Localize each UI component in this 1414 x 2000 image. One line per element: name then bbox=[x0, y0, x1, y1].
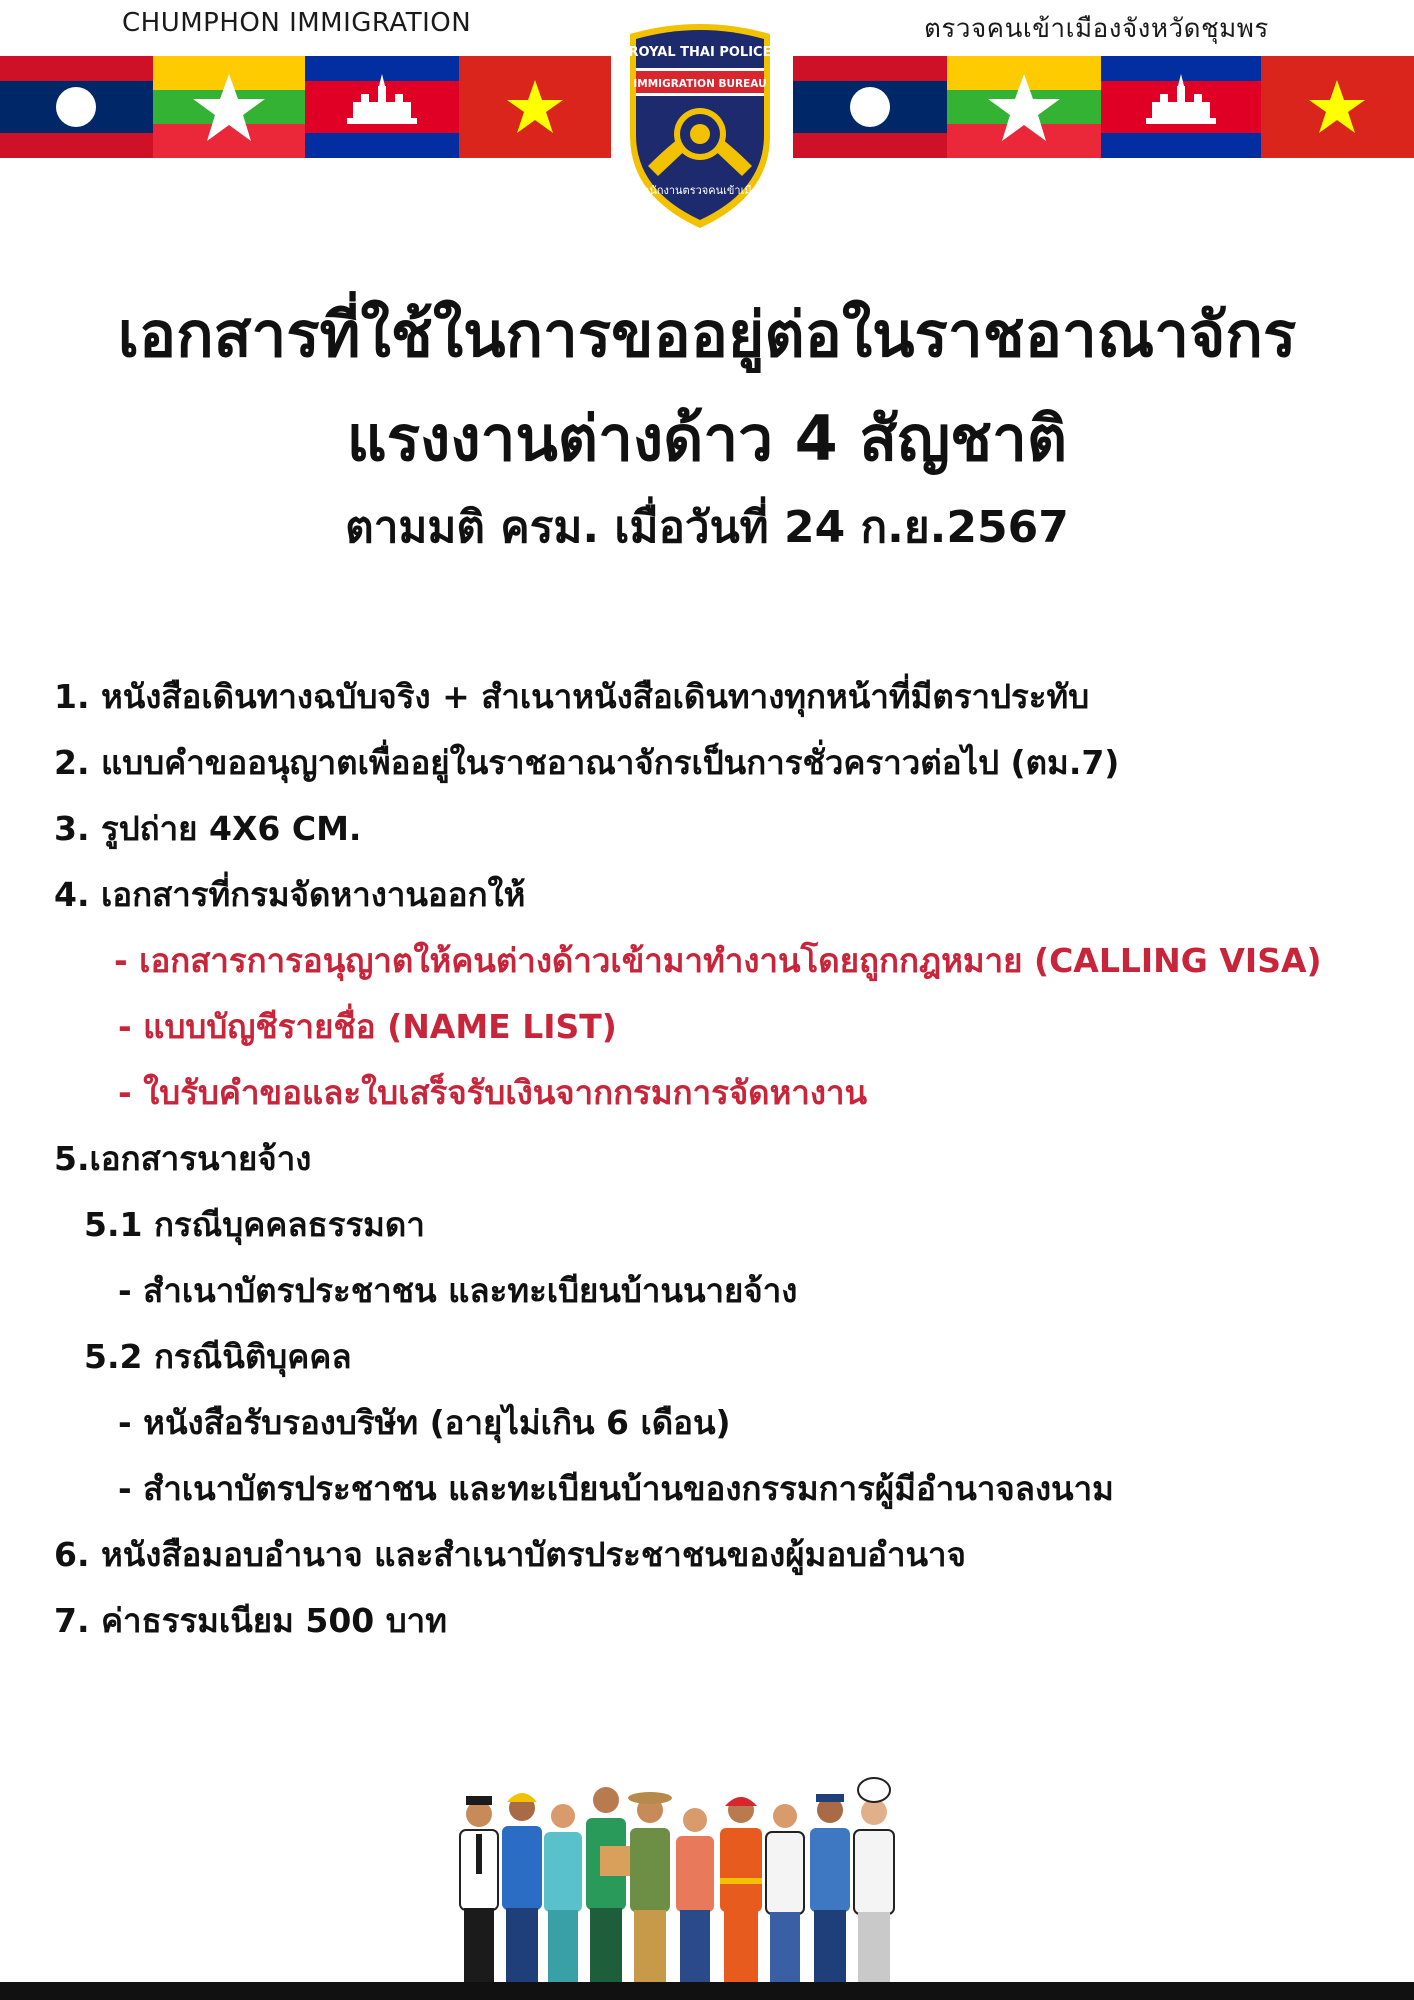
worker-doctor-figure bbox=[766, 1804, 804, 1984]
list-item: 4. เอกสารที่กรมจัดหางานออกให้ bbox=[54, 875, 526, 914]
header-left-text: CHUMPHON IMMIGRATION bbox=[122, 8, 472, 38]
badge-band-text: IMMIGRATION BUREAU bbox=[633, 78, 767, 90]
list-item: 5.เอกสารนายจ้าง bbox=[54, 1139, 312, 1178]
worker-firefighter-figure bbox=[720, 1797, 762, 1984]
immigration-bureau-badge bbox=[618, 16, 782, 234]
list-item: 7. ค่าธรรมเนียม 500 บาท bbox=[54, 1601, 447, 1640]
bottom-bar bbox=[0, 1982, 1414, 2000]
badge-top-text: ROYAL THAI POLICE bbox=[628, 45, 772, 60]
list-item: 3. รูปถ่าย 4X6 CM. bbox=[54, 809, 362, 848]
list-sub-heading: 5.1 กรณีบุคคลธรรมดา bbox=[84, 1205, 425, 1244]
workers-illustration bbox=[440, 1768, 980, 1990]
page-title: เอกสารที่ใช้ในการขออยู่ต่อในราชอาณาจักร bbox=[117, 298, 1297, 371]
vietnam-flag bbox=[459, 56, 611, 158]
list-item: 6. หนังสือมอบอำนาจ และสำเนาบัตรประชาชนของผู้มอบอำนาจ bbox=[54, 1535, 966, 1574]
list-item: 2. แบบคำขออนุญาตเพื่ออยู่ในราชอาณาจักรเป็นการชั่วคราวต่อไป (ตม.7) bbox=[54, 743, 1120, 782]
lao-flag bbox=[0, 56, 153, 158]
list-sub-heading: 5.2 กรณีนิติบุคคล bbox=[84, 1337, 352, 1376]
worker-nurse-figure bbox=[544, 1804, 582, 1984]
list-item: 1. หนังสือเดินทางฉบับจริง + สำเนาหนังสือเดินทางทุกหน้าที่มีตราประทับ bbox=[54, 677, 1090, 716]
worker-teacher-figure bbox=[676, 1808, 714, 1984]
myanmar-flag bbox=[947, 56, 1101, 158]
badge-bottom-text: สำนักงานตรวจคนเข้าเมือง bbox=[636, 184, 764, 197]
cambodia-flag bbox=[1101, 56, 1261, 158]
worker-builder-figure bbox=[502, 1793, 542, 1984]
list-sub-item-highlight: - ใบรับคำขอและใบเสร็จรับเงินจากกรมการจัดหางาน bbox=[118, 1073, 868, 1112]
cambodia-flag bbox=[305, 56, 459, 158]
list-sub-item: - สำเนาบัตรประชาชน และทะเบียนบ้านนายจ้าง bbox=[118, 1271, 798, 1310]
list-sub-item-highlight: - เอกสารการอนุญาตให้คนต่างด้าวเข้ามาทำงานโดยถูกกฎหมาย (CALLING VISA) bbox=[114, 941, 1322, 980]
document-list bbox=[54, 664, 1394, 1654]
page-title-line-2: แรงงานต่างด้าว 4 สัญชาติ bbox=[346, 402, 1068, 475]
myanmar-flag bbox=[153, 56, 305, 158]
worker-pilot-figure bbox=[460, 1796, 498, 1982]
list-sub-item: - สำเนาบัตรประชาชน และทะเบียนบ้านของกรรมการผู้มีอำนาจลงนาม bbox=[118, 1469, 1114, 1508]
page-subtitle: ตามมติ ครม. เมื่อวันที่ 24 ก.ย.2567 bbox=[345, 502, 1069, 553]
list-sub-item: - หนังสือรับรองบริษัท (อายุไม่เกิน 6 เดือน) bbox=[118, 1403, 731, 1442]
worker-chef-figure bbox=[854, 1778, 894, 1984]
header-right-text: ตรวจคนเข้าเมืองจังหวัดชุมพร bbox=[924, 14, 1269, 44]
list-sub-item-highlight: - แบบบัญชีรายชื่อ (NAME LIST) bbox=[118, 1007, 617, 1046]
worker-farmer-figure bbox=[628, 1792, 672, 1984]
vietnam-flag bbox=[1261, 56, 1414, 158]
worker-officer-figure bbox=[810, 1794, 850, 1984]
lao-flag bbox=[793, 56, 947, 158]
